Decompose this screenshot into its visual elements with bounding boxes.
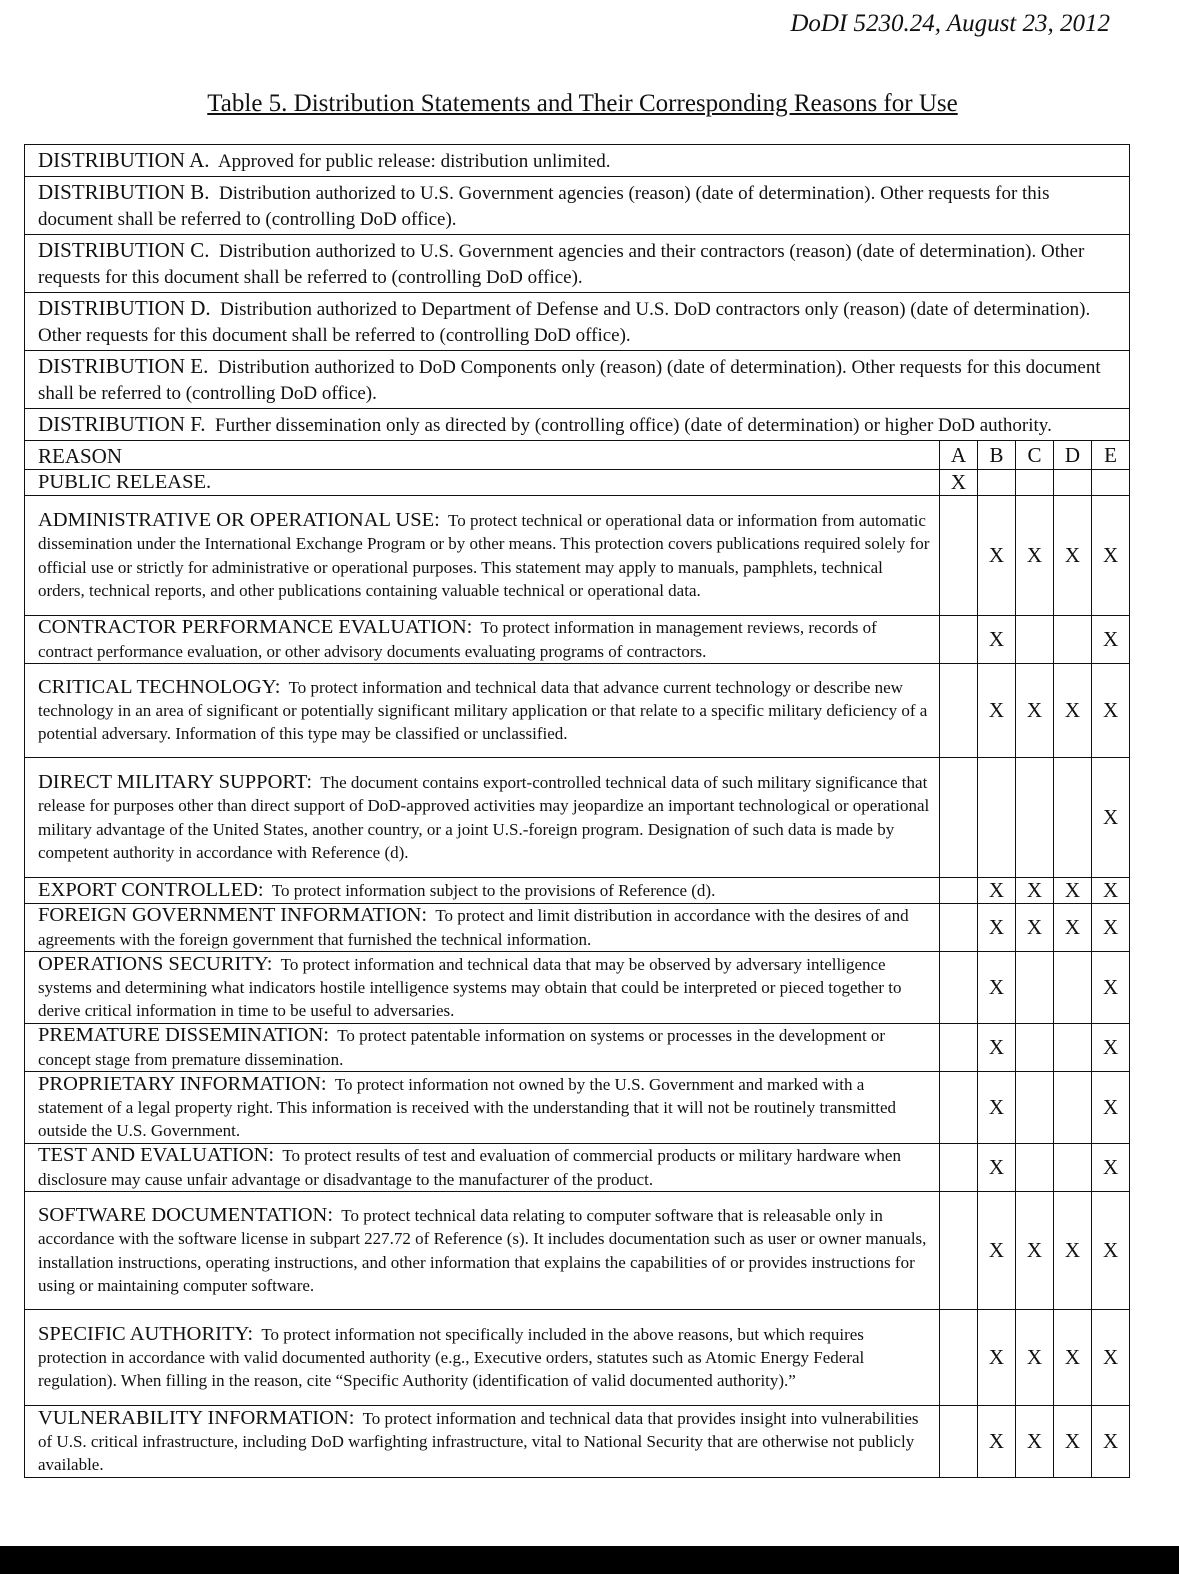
reason-cell	[25, 496, 940, 616]
mark-cell-c	[1016, 470, 1054, 496]
reason-cell	[25, 1072, 940, 1144]
mark-cell-e: X	[1092, 1024, 1130, 1072]
distribution-text: Further dissemination only as directed by (controlling office) (date of determination) or higher DoD authority.	[215, 415, 1052, 436]
reason-row	[25, 1406, 1130, 1478]
mark-cell-a	[940, 904, 978, 952]
mark-cell-b: X	[978, 1144, 1016, 1192]
mark-cell-d	[1054, 1072, 1092, 1144]
mark-cell-e: X	[1092, 1406, 1130, 1478]
reason-cell	[25, 878, 940, 904]
mark-cell-b: X	[978, 1192, 1016, 1310]
mark-cell-b: X	[978, 878, 1016, 904]
mark-cell-b: X	[978, 664, 1016, 758]
reason-name: SPECIFIC AUTHORITY:	[38, 1322, 254, 1345]
reason-header: REASON	[25, 441, 940, 470]
mark-cell-a	[940, 1024, 978, 1072]
distribution-text: Distribution authorized to Department of Defense and U.S. DoD contractors only (reason) (date of determination). Other requests for this document shall be referred to (controlling DoD office).	[38, 299, 1091, 346]
reason-header-row	[25, 441, 1130, 470]
mark-cell-b	[978, 758, 1016, 878]
reason-cell	[25, 616, 940, 664]
mark-cell-d	[1054, 758, 1092, 878]
mark-cell-d: X	[1054, 904, 1092, 952]
reason-row	[25, 1024, 1130, 1072]
mark-cell-c	[1016, 1144, 1054, 1192]
reason-text: The document contains export-controlled technical data of such military significance that release for purposes other than direct support of DoD-approved activities may jeopardize an important technological or operational military advantage of the United States, another country, or a joint U.S.-foreign program. Designation of such data is made by competent authority in accordance with Reference (d).	[38, 772, 930, 862]
distribution-table	[24, 144, 1130, 1478]
reason-text: To protect information and technical data that advance current technology or describe new technology in an area of significant or potentially significant military application or that relate to a specific military deficiency of a potential adversary. Information of this type may be classified or unclassified.	[38, 677, 928, 744]
page-bottom-bar	[0, 1546, 1179, 1574]
reason-text: To protect information not specifically included in the above reasons, but which requires protection in accordance with valid documented authority (e.g., Executive orders, statutes such as Atomic Energy Federal regulation). When filling in the reason, cite “Specific Authority (identification of valid documented authority).”	[38, 1324, 865, 1391]
mark-cell-c: X	[1016, 1406, 1054, 1478]
distribution-row	[25, 409, 1130, 441]
mark-cell-a	[940, 1072, 978, 1144]
reason-text: To protect technical or operational data or information from automatic dissemination under the International Exchange Program or by other means. This protection covers publications required solely for official use or strictly for administrative or operational purposes. This statement may apply to manuals, pamphlets, technical orders, technical reports, and other publications containing valuable technical or operational data.	[38, 510, 930, 600]
reason-row	[25, 664, 1130, 758]
mark-cell-e	[1092, 470, 1130, 496]
reason-text: To protect results of test and evaluation of commercial products or military hardware when disclosure may cause unfair advantage or disadvantage to the manufacturer of the product.	[38, 1146, 901, 1189]
mark-cell-a	[940, 878, 978, 904]
mark-cell-c	[1016, 758, 1054, 878]
reason-text: To protect patentable information on systems or processes in the development or concept stage from premature dissemination.	[38, 1026, 886, 1069]
distribution-row	[25, 145, 1130, 177]
mark-cell-e: X	[1092, 758, 1130, 878]
reason-name: PUBLIC RELEASE.	[38, 470, 212, 493]
mark-cell-a	[940, 952, 978, 1024]
mark-cell-a	[940, 758, 978, 878]
mark-cell-d	[1054, 1024, 1092, 1072]
mark-cell-b: X	[978, 1024, 1016, 1072]
distribution-row	[25, 235, 1130, 293]
reason-text: To protect information and technical data that may be observed by adversary intelligence systems and determining what indicators hostile intelligence systems may obtain that could be interpreted or pieced together to derive critical information in time to be useful to adversaries.	[38, 954, 902, 1021]
mark-cell-e: X	[1092, 952, 1130, 1024]
mark-cell-e: X	[1092, 496, 1130, 616]
reason-row	[25, 952, 1130, 1024]
mark-cell-a: X	[940, 470, 978, 496]
distribution-row	[25, 177, 1130, 235]
mark-cell-c	[1016, 1024, 1054, 1072]
distribution-name: DISTRIBUTION F.	[38, 412, 206, 436]
reason-row	[25, 1144, 1130, 1192]
reason-name: SOFTWARE DOCUMENTATION:	[38, 1203, 334, 1226]
mark-cell-d: X	[1054, 1192, 1092, 1310]
column-header-b: B	[978, 441, 1016, 470]
reason-row	[25, 758, 1130, 878]
mark-cell-d	[1054, 470, 1092, 496]
distribution-text: Approved for public release: distribution unlimited.	[217, 151, 611, 172]
mark-cell-d: X	[1054, 1310, 1092, 1406]
mark-cell-c: X	[1016, 1310, 1054, 1406]
mark-cell-a	[940, 616, 978, 664]
column-header-e: E	[1092, 441, 1130, 470]
reason-row	[25, 1072, 1130, 1144]
mark-cell-c: X	[1016, 496, 1054, 616]
reason-cell	[25, 470, 940, 496]
table-title: Table 5. Distribution Statements and Their Corresponding Reasons for Use	[207, 90, 958, 117]
distribution-text: Distribution authorized to DoD Components only (reason) (date of determination). Other requests for this document shall be referred to (controlling DoD office).	[38, 357, 1101, 404]
mark-cell-a	[940, 496, 978, 616]
reason-cell	[25, 1192, 940, 1310]
mark-cell-b: X	[978, 616, 1016, 664]
reason-cell	[25, 1144, 940, 1192]
reason-name: EXPORT CONTROLLED:	[38, 878, 264, 901]
reason-text: To protect and limit distribution in accordance with the desires of and agreements with the foreign government that furnished the technical information.	[38, 906, 909, 949]
reason-row	[25, 1310, 1130, 1406]
mark-cell-c: X	[1016, 1192, 1054, 1310]
reason-name: PROPRIETARY INFORMATION:	[38, 1072, 327, 1095]
mark-cell-d: X	[1054, 664, 1092, 758]
mark-cell-c	[1016, 616, 1054, 664]
reason-row	[25, 904, 1130, 952]
mark-cell-a	[940, 1406, 978, 1478]
reason-name: VULNERABILITY INFORMATION:	[38, 1406, 355, 1429]
mark-cell-e: X	[1092, 1144, 1130, 1192]
reason-cell	[25, 904, 940, 952]
distribution-text: Distribution authorized to U.S. Government agencies and their contractors (reason) (date of determination). Other requests for this document shall be referred to (controlling DoD office).	[38, 241, 1085, 288]
mark-cell-d	[1054, 1144, 1092, 1192]
distribution-text: Distribution authorized to U.S. Government agencies (reason) (date of determination). Other requests for this document shall be referred to (controlling DoD office).	[38, 183, 1050, 230]
mark-cell-b: X	[978, 496, 1016, 616]
reason-text: To protect technical data relating to computer software that is releasable only in accordance with the software license in subpart 227.72 of Reference (s). It includes documentation such as user or owner manuals, installation instructions, operating instructions, and other information that explains the capabilities of or provides instructions for using or maintaining computer software.	[38, 1205, 927, 1295]
reason-text: To protect information and technical data that provides insight into vulnerabilities of U.S. critical infrastructure, including DoD warfighting infrastructure, vital to National Security that are otherwise not publicly available.	[38, 1408, 919, 1475]
mark-cell-c	[1016, 1072, 1054, 1144]
distribution-row	[25, 293, 1130, 351]
mark-cell-d: X	[1054, 496, 1092, 616]
mark-cell-b	[978, 470, 1016, 496]
mark-cell-c: X	[1016, 664, 1054, 758]
reason-name: ADMINISTRATIVE OR OPERATIONAL USE:	[38, 508, 440, 531]
reason-cell	[25, 758, 940, 878]
mark-cell-a	[940, 1144, 978, 1192]
reason-name: TEST AND EVALUATION:	[38, 1144, 275, 1167]
reason-text: To protect information not owned by the U.S. Government and marked with a statement of a legal property right. This information is received with the understanding that it will not be routinely transmitted outside the U.S. Government.	[38, 1074, 896, 1141]
mark-cell-b: X	[978, 904, 1016, 952]
distribution-name: DISTRIBUTION C.	[38, 238, 210, 262]
mark-cell-e: X	[1092, 616, 1130, 664]
mark-cell-e: X	[1092, 1192, 1130, 1310]
reason-row	[25, 496, 1130, 616]
mark-cell-b: X	[978, 1310, 1016, 1406]
mark-cell-d: X	[1054, 1406, 1092, 1478]
reason-name: CONTRACTOR PERFORMANCE EVALUATION:	[38, 616, 473, 639]
document-header: DoDI 5230.24, August 23, 2012	[790, 10, 1110, 37]
distribution-name: DISTRIBUTION B.	[38, 180, 210, 204]
mark-cell-d: X	[1054, 878, 1092, 904]
column-header-d: D	[1054, 441, 1092, 470]
reason-row	[25, 1192, 1130, 1310]
mark-cell-a	[940, 1192, 978, 1310]
mark-cell-d	[1054, 616, 1092, 664]
column-header-a: A	[940, 441, 978, 470]
reason-text: To protect information in management reviews, records of contract performance evaluation, or other advisory documents evaluating programs of contractors.	[38, 618, 877, 661]
reason-name: FOREIGN GOVERNMENT INFORMATION:	[38, 904, 428, 927]
reason-name: CRITICAL TECHNOLOGY:	[38, 675, 281, 698]
mark-cell-c: X	[1016, 878, 1054, 904]
reason-name: DIRECT MILITARY SUPPORT:	[38, 770, 313, 793]
distribution-name: DISTRIBUTION A.	[38, 148, 210, 172]
mark-cell-a	[940, 1310, 978, 1406]
mark-cell-a	[940, 664, 978, 758]
reason-name: PREMATURE DISSEMINATION:	[38, 1024, 330, 1047]
column-header-c: C	[1016, 441, 1054, 470]
mark-cell-e: X	[1092, 664, 1130, 758]
distribution-name: DISTRIBUTION D.	[38, 296, 211, 320]
mark-cell-d	[1054, 952, 1092, 1024]
mark-cell-c: X	[1016, 904, 1054, 952]
distribution-name: DISTRIBUTION E.	[38, 354, 209, 378]
reason-cell	[25, 1310, 940, 1406]
reason-cell	[25, 1024, 940, 1072]
mark-cell-e: X	[1092, 1072, 1130, 1144]
reason-row	[25, 470, 1130, 496]
mark-cell-b: X	[978, 1406, 1016, 1478]
reason-text: To protect information subject to the provisions of Reference (d).	[271, 880, 716, 900]
mark-cell-e: X	[1092, 878, 1130, 904]
reason-row	[25, 616, 1130, 664]
mark-cell-e: X	[1092, 904, 1130, 952]
reason-cell	[25, 952, 940, 1024]
reason-name: OPERATIONS SECURITY:	[38, 952, 273, 975]
mark-cell-e: X	[1092, 1310, 1130, 1406]
mark-cell-c	[1016, 952, 1054, 1024]
distribution-row	[25, 351, 1130, 409]
mark-cell-b: X	[978, 1072, 1016, 1144]
mark-cell-b: X	[978, 952, 1016, 1024]
reason-cell	[25, 664, 940, 758]
reason-cell	[25, 1406, 940, 1478]
reason-row	[25, 878, 1130, 904]
